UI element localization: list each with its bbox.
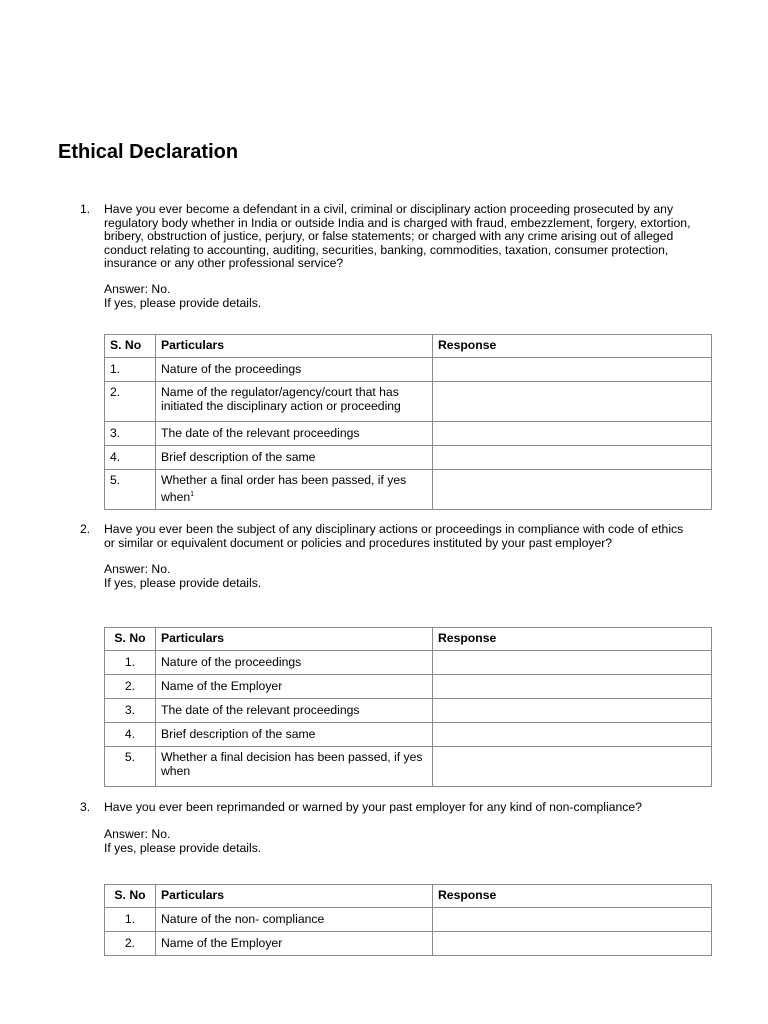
question-number: 3.: [80, 800, 91, 814]
row-sno: 1.: [105, 908, 156, 932]
table-header-row: [105, 885, 712, 908]
row-sno: 2.: [105, 382, 156, 422]
row-particular: Name of the regulator/agency/court that has initiated the disciplinary action or proceeding: [156, 382, 433, 422]
row-sno: 5.: [105, 470, 156, 510]
row-particular: The date of the relevant proceedings: [156, 699, 433, 723]
table-row: [105, 699, 712, 723]
table-header-row: [105, 628, 712, 651]
table-row: [105, 675, 712, 699]
header-particulars: Particulars: [156, 628, 433, 651]
header-response: Response: [433, 885, 712, 908]
row-sno: 3.: [105, 422, 156, 446]
question-2: [80, 523, 690, 550]
table-row: [105, 382, 712, 422]
response-cell[interactable]: [433, 651, 712, 675]
response-cell[interactable]: [433, 908, 712, 932]
response-cell[interactable]: [433, 382, 712, 422]
details-prompt: If yes, please provide details.: [104, 295, 262, 310]
table-row: [105, 446, 712, 470]
question-1: [80, 203, 712, 271]
row-particular: Nature of the proceedings: [156, 358, 433, 382]
table-row: [105, 908, 712, 932]
answer-block-2: [104, 563, 261, 590]
header-sno: S. No: [105, 885, 156, 908]
table-row: [105, 747, 712, 787]
details-table-1: [104, 334, 712, 510]
answer-text: Answer: No.: [104, 562, 171, 576]
header-sno: S. No: [105, 335, 156, 358]
details-table-3: [104, 884, 712, 956]
answer-block-1: [104, 283, 261, 310]
answer-block-3: [104, 828, 261, 855]
header-particulars: Particulars: [156, 885, 433, 908]
header-particulars: Particulars: [156, 335, 433, 358]
table-row: [105, 422, 712, 446]
question-number: 1.: [80, 202, 91, 216]
table-row: [105, 358, 712, 382]
question-text: Have you ever been the subject of any disciplinary actions or proceedings in compliance with code of ethics or similar or equivalent document or policies and procedures instituted by your past employer?: [104, 522, 684, 550]
answer-text: Answer: No.: [104, 827, 171, 841]
response-cell[interactable]: [433, 470, 712, 510]
row-particular: [156, 470, 433, 510]
response-cell[interactable]: [433, 699, 712, 723]
details-prompt: If yes, please provide details.: [104, 575, 262, 590]
row-particular: Brief description of the same: [156, 723, 433, 747]
row-particular: Whether a final decision has been passed, if yes when: [156, 747, 433, 787]
header-sno: S. No: [105, 628, 156, 651]
table-row: [105, 651, 712, 675]
header-response: Response: [433, 335, 712, 358]
question-3: [80, 801, 720, 815]
table-header-row: [105, 335, 712, 358]
question-text: Have you ever become a defendant in a civil, criminal or disciplinary action proceeding prosecuted by any regulatory body whether in India or outside India and is charged with fraud, embezzlement, forgery, extortion, bribery, obstruction of justice, perjury, or false statements; or charged with any crime arising out of alleged conduct relating to accounting, auditing, securities, banking, commodities, taxation, consumer protection, insurance or any other professional service?: [104, 202, 691, 271]
question-number: 2.: [80, 522, 91, 536]
row-particular: Nature of the non- compliance: [156, 908, 433, 932]
question-text: Have you ever been reprimanded or warned by your past employer for any kind of non-compliance?: [104, 800, 642, 814]
row-particular: The date of the relevant proceedings: [156, 422, 433, 446]
response-cell[interactable]: [433, 747, 712, 787]
response-cell[interactable]: [433, 358, 712, 382]
row-sno: 2.: [105, 932, 156, 956]
row-particular: Brief description of the same: [156, 446, 433, 470]
details-prompt: If yes, please provide details.: [104, 840, 262, 855]
row-particular: Nature of the proceedings: [156, 651, 433, 675]
row-sno: 4.: [105, 723, 156, 747]
response-cell[interactable]: [433, 932, 712, 956]
answer-text: Answer: No.: [104, 282, 171, 296]
row-sno: 4.: [105, 446, 156, 470]
table-row: [105, 932, 712, 956]
row-particular: Name of the Employer: [156, 675, 433, 699]
row-sno: 1.: [105, 358, 156, 382]
table-row: [105, 723, 712, 747]
row-particular: Name of the Employer: [156, 932, 433, 956]
response-cell[interactable]: [433, 723, 712, 747]
response-cell[interactable]: [433, 675, 712, 699]
details-table-2: [104, 627, 712, 787]
table-row: [105, 470, 712, 510]
response-cell[interactable]: [433, 422, 712, 446]
row-sno: 1.: [105, 651, 156, 675]
particular-text: Whether a final order has been passed, if yes when: [161, 473, 407, 504]
row-sno: 3.: [105, 699, 156, 723]
header-response: Response: [433, 628, 712, 651]
page-title: Ethical Declaration: [58, 141, 239, 163]
footnote-marker: 1: [190, 490, 195, 498]
response-cell[interactable]: [433, 446, 712, 470]
row-sno: 5.: [105, 747, 156, 787]
row-sno: 2.: [105, 675, 156, 699]
